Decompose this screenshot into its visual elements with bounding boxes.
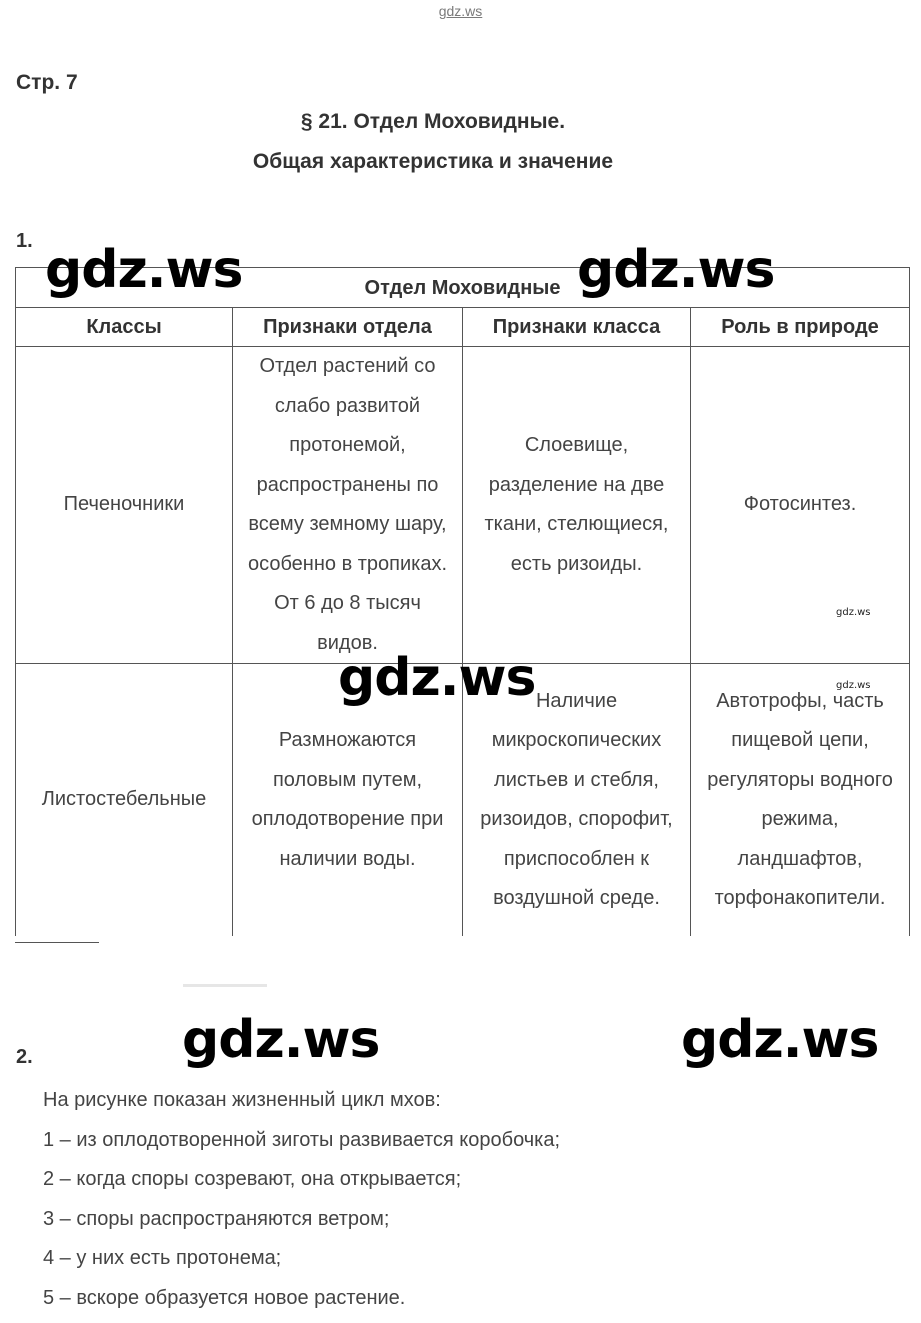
page-reference: Стр. 7 [16, 71, 78, 94]
list-item: 3 – споры распространяются ветром; [43, 1207, 390, 1230]
cell-division-traits: Размножаются половым путем, оплодотворение при наличии воды. [233, 664, 463, 937]
table-caption: Отдел Моховидные [16, 268, 910, 308]
section-subtitle: Общая характеристика и значение [252, 150, 614, 173]
header-division-traits: Признаки отдела [233, 308, 463, 347]
cell-class-traits: Наличие микроскопических листьев и стебля, ризоидов, спорофит, приспособлен к воздушной среде. [463, 664, 691, 937]
cell-class-name: Листостебельные [16, 664, 233, 937]
watermark: gdz.ws [338, 648, 536, 708]
task-2-number: 2. [16, 1046, 33, 1068]
header-class-traits: Признаки класса [463, 308, 691, 347]
list-item: 5 – вскоре образуется новое растение. [43, 1286, 406, 1309]
header-classes: Классы [16, 308, 233, 347]
watermark: gdz.ws [182, 1010, 380, 1070]
section-title: § 21. Отдел Моховидные. [300, 110, 566, 133]
task-2-intro: На рисунке показан жизненный цикл мхов: [43, 1089, 441, 1111]
table-row [16, 347, 910, 664]
table-bottom-border [15, 942, 99, 943]
list-item: 4 – у них есть протонема; [43, 1247, 282, 1269]
list-item: 2 – когда споры созревают, она открывается; [43, 1168, 462, 1190]
scan-artifact [183, 984, 267, 987]
task-2-text [43, 1081, 560, 1318]
cell-role: Автотрофы, часть пищевой цепи, регуляторы водного режима, ландшафтов, торфонакопители. [691, 664, 910, 937]
task-1-number: 1. [16, 230, 33, 252]
watermark: gdz.ws [45, 240, 243, 300]
moss-division-table [15, 267, 910, 936]
watermark: gdz.ws [577, 240, 775, 300]
watermark-small: gdz.ws [836, 607, 871, 618]
cell-class-traits: Слоевище, разделение на две ткани, стелющиеся, есть ризоиды. [463, 347, 691, 664]
top-watermark-link[interactable]: gdz.ws [438, 3, 483, 19]
list-item: 1 – из оплодотворенной зиготы развивается коробочка; [43, 1128, 561, 1151]
header-role-in-nature: Роль в природе [691, 308, 910, 347]
cell-division-traits: Отдел растений со слабо развитой протонемой, распространены по всему земному шару, особенно в тропиках. От 6 до 8 тысяч видов. [233, 347, 463, 664]
watermark: gdz.ws [681, 1010, 879, 1070]
cell-class-name: Печеночники [16, 347, 233, 664]
watermark-small: gdz.ws [836, 680, 871, 691]
cell-role: Фотосинтез. [691, 347, 910, 664]
